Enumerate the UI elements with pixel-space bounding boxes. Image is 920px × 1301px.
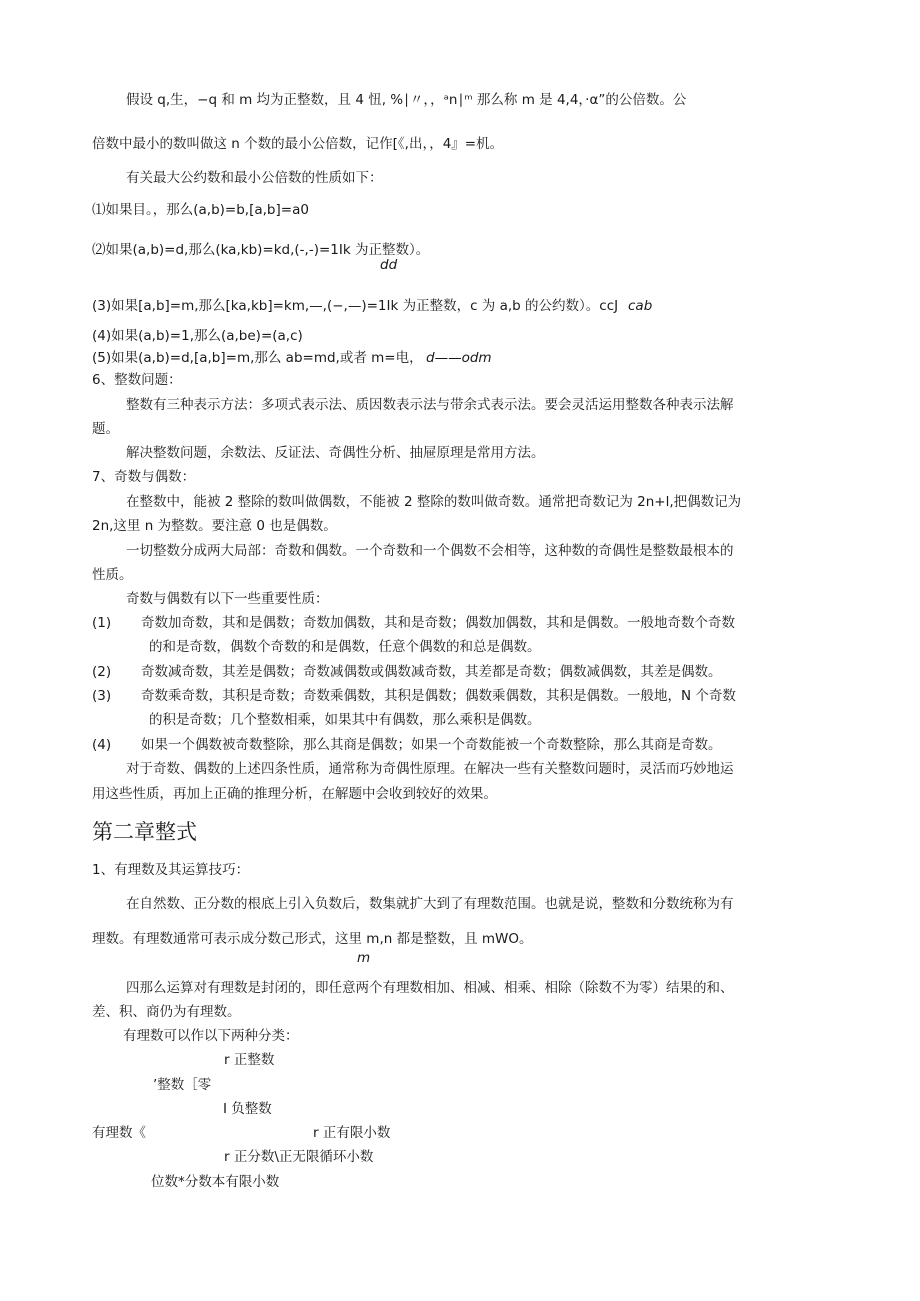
chapter-title: 第二章整式 [92, 820, 197, 844]
paragraph-line: 理数。有理数通常可表示成分数己形式，这里 m,n 都是整数，且 mWO。 [92, 931, 533, 947]
list-item-text: 的和是奇数，偶数个奇数的和是偶数，任意个偶数的和总是偶数。 [149, 639, 541, 655]
list-item-text: 奇数乘奇数，其积是奇数；奇数乘偶数，其积是偶数；偶数乘偶数，其积是偶数。一般地，N 个奇数 [141, 688, 736, 704]
property-5: (5)如果(a,b)=d,[a,b]=m,那么 ab=md,或者 m=电， [92, 350, 423, 366]
paragraph-line: 用这些性质，再加上正确的推理分析，在解题中会收到较好的效果。 [92, 786, 497, 802]
classification-tree-node: r 正整数 [224, 1052, 275, 1068]
paragraph-line: 对于奇数、偶数的上述四条性质，通常称为奇偶性原理。在解决一些有关整数问题时，灵活而巧妙地运 [126, 761, 734, 777]
paragraph-line: 2n,这里 n 为整数。要注意 0 也是偶数。 [92, 518, 337, 534]
list-item-text: 奇数加奇数，其和是偶数；奇数加偶数，其和是奇数；偶数加偶数，其和是偶数。一般地奇数个奇数 [141, 615, 735, 631]
classification-tree-root: 有理数《 [92, 1125, 146, 1141]
classification-intro: 有理数可以作以下两种分类： [123, 1028, 299, 1044]
list-number: (1) [92, 615, 112, 631]
definition-line-1: 假设 q,生，−q 和 m 均为正整数，且 4 忸, %∣〃，，ᵃn∣ᵐ 那么称 m 是 4,4，·α”的公倍数。公 [126, 92, 687, 108]
properties-intro: 有关最大公约数和最小公倍数的性质如下： [126, 170, 383, 186]
fraction-denominator: m [357, 950, 371, 966]
paragraph-line: 解决整数问题，余数法、反证法、奇偶性分析、抽屉原理是常用方法。 [126, 445, 545, 461]
section-heading-1: 1、有理数及其运算技巧： [92, 862, 250, 878]
classification-tree-node: I 负整数 [223, 1101, 272, 1117]
property-1: ⑴如果目。，那么(a,b)=b,[a,b]=a0 [92, 202, 309, 218]
paragraph-line: 四那么运算对有理数是封闭的，即任意两个有理数相加、相减、相乘、相除（除数不为零）结果的和、 [126, 980, 734, 996]
paragraph-line: 题。 [92, 421, 119, 437]
property-3-tail: cab [628, 298, 653, 314]
section-heading-7: 7、奇数与偶数： [92, 469, 196, 485]
property-3: (3)如果[a,b]=m,那么[ka,kb]=km,—,(−,—)=1Ik 为正整数，c 为 a,b 的公约数）。ccJ [92, 298, 619, 314]
paragraph-line: 整数有三种表示方法：多项式表示法、质因数表示法与带余式表示法。要会灵活运用整数各种表示法解 [126, 397, 734, 413]
list-item-text: 的积是奇数；几个整数相乘，如果其中有偶数，那么乘积是偶数。 [149, 712, 541, 728]
list-item-text: 如果一个偶数被奇数整除，那么其商是偶数；如果一个奇数能被一个奇数整除，那么其商是奇数。 [141, 737, 722, 753]
classification-tree-node: r 正分数\正无限循环小数 [224, 1149, 374, 1165]
paragraph-line: 在整数中，能被 2 整除的数叫做偶数，不能被 2 整除的数叫做奇数。通常把奇数记为 2n+l,把偶数记为 [126, 494, 742, 510]
classification-tree-node: 位数*分数本有限小数 [151, 1174, 280, 1190]
classification-tree-node: ’整数［零 [153, 1077, 212, 1093]
definition-line-2: 倍数中最小的数叫做这 n 个数的最小公倍数，记作[《,出，，4』=机。 [92, 136, 504, 152]
section-heading-6: 6、整数问题： [92, 372, 182, 388]
property-2: ⑵如果(a,b)=d,那么(ka,kb)=kd,(-,-)=1Ik 为正整数）。 [92, 242, 430, 258]
list-number: (3) [92, 688, 112, 704]
list-number: (2) [92, 664, 112, 680]
paragraph-line: 差、积、商仍为有理数。 [92, 1004, 241, 1020]
property-4: (4)如果(a,b)=1,那么(a,be)=(a,c) [92, 328, 303, 344]
paragraph-line: 在自然数、正分数的根底上引入负数后，数集就扩大到了有理数范围。也就是说，整数和分数统称为有 [126, 896, 734, 912]
classification-tree-node: r 正有限小数 [313, 1125, 391, 1141]
list-number: (4) [92, 737, 112, 753]
list-item-text: 奇数减奇数，其差是偶数；奇数减偶数或偶数减奇数，其差都是奇数；偶数减偶数，其差是偶数。 [141, 664, 722, 680]
paragraph-line: 奇数与偶数有以下一些重要性质： [126, 591, 329, 607]
paragraph-line: 性质。 [92, 567, 133, 583]
paragraph-line: 一切整数分成两大局部：奇数和偶数。一个奇数和一个偶数不会相等，这种数的奇偶性是整数最根本的 [126, 543, 734, 559]
property-2-subscript: dd [380, 257, 398, 273]
property-5-tail: d——odm [426, 350, 492, 366]
